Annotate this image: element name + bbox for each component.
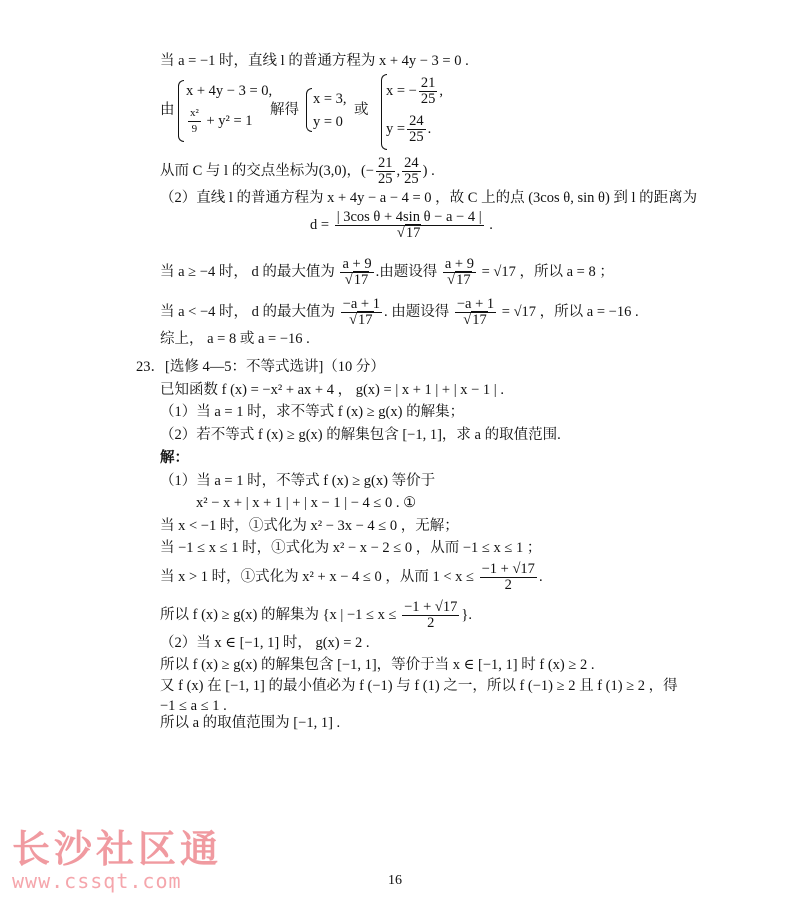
text-line: x² − x + | x + 1 | + | x − 1 | − 4 ≤ 0 . ①: [196, 495, 417, 511]
text-line: （1）当 a = 1 时，不等式 f (x) ≥ g(x) 等价于: [160, 473, 436, 489]
equation: $\frac{\text{x²}}{9}$ + y² = 1: [190, 107, 253, 135]
text-line: 当 x < −1 时，①式化为 x² − 3x − 4 ≤ 0 ，无解；: [160, 518, 459, 534]
logo-url: www.cssqt.com: [12, 869, 182, 893]
text-line: 从而 C 与 l 的交点坐标为(3,0)，(− $\frac{21}{25}$ , $\frac{24}{25}$ ) .: [160, 155, 435, 187]
equation: x = 3,: [313, 91, 347, 107]
equation: d = $\frac{\text{| 3cos θ + 4sin θ − a − 4 |}}{√17}$ .: [310, 209, 493, 241]
text-line: 由: [160, 102, 175, 118]
left-brace: [306, 88, 312, 132]
equation: y = $\frac{24}{25}$ .: [386, 113, 432, 145]
text-line: （2）若不等式 f (x) ≥ g(x) 的解集包含 [−1, 1]，求 a 的取值范围.: [160, 427, 561, 443]
equation: x + 4y − 3 = 0,: [186, 83, 273, 99]
text-line: 已知函数 f (x) = −x² + ax + 4 ， g(x) = | x + 1 | + | x − 1 | .: [160, 382, 504, 398]
equation: y = 0: [313, 114, 343, 130]
left-brace: [178, 80, 184, 142]
text-line: 当 a < −4 时， d 的最大值为 $\frac{-a + 1}{√17}$ . 由题设得 $\frac{-a + 1}{√17}$ = √17 ，所以 a = −16 .: [160, 296, 639, 328]
logo-text: 长沙社区通: [12, 827, 223, 871]
watermark-logo: [12, 828, 222, 892]
text-line: 所以 f (x) ≥ g(x) 的解集包含 [−1, 1]，等价于当 x ∈ [−1, 1] 时 f (x) ≥ 2 .: [160, 657, 595, 673]
question-heading: 23．[选修 4—5：不等式选讲]（10 分）: [136, 359, 385, 375]
text-line: （1）当 a = 1 时，求不等式 f (x) ≥ g(x) 的解集；: [160, 404, 465, 420]
fraction: $\frac{\text{x²}}{9}$: [190, 107, 199, 135]
text-line: 或: [354, 102, 369, 118]
text-line: 当 a = −1 时，直线 l 的普通方程为 x + 4y − 3 = 0 .: [160, 53, 469, 69]
equation: x = − $\frac{21}{25}$ ,: [386, 75, 443, 107]
text-line: 所以 f (x) ≥ g(x) 的解集为 {x | −1 ≤ x ≤ $\frac{-1 + √17}{2}$ }.: [160, 599, 472, 631]
text-line: 综上， a = 8 或 a = −16 .: [160, 331, 310, 347]
text-line: 当 −1 ≤ x ≤ 1 时，①式化为 x² − x − 2 ≤ 0 ，从而 −1 ≤ x ≤ 1 ；: [160, 540, 542, 556]
text-line: −1 ≤ a ≤ 1 .: [160, 698, 227, 714]
solution-label: 解：: [160, 450, 189, 466]
text-line: 又 f (x) 在 [−1, 1] 的最小值必为 f (−1) 与 f (1) 之一，所以 f (−1) ≥ 2 且 f (1) ≥ 2 ，得: [160, 678, 678, 694]
text-line: 当 a ≥ −4 时， d 的最大值为 $\frac{a + 9}{√17}$ .由题设得 $\frac{a + 9}{√17}$ = √17 ，所以 a = 8 ；: [160, 256, 614, 288]
text-line: 解得: [270, 102, 299, 118]
page-number: 16: [388, 873, 402, 888]
text-line: （2）当 x ∈ [−1, 1] 时， g(x) = 2 .: [160, 635, 370, 651]
text-line: 当 x > 1 时，①式化为 x² + x − 4 ≤ 0 ，从而 1 < x ≤ $\frac{-1 + √17}{2}$ .: [160, 561, 543, 593]
text-line: 所以 a 的取值范围为 [−1, 1] .: [160, 715, 341, 731]
text-line: （2）直线 l 的普通方程为 x + 4y − a − 4 = 0 ，故 C 上的点 (3cos θ, sin θ) 到 l 的距离为: [160, 190, 698, 206]
